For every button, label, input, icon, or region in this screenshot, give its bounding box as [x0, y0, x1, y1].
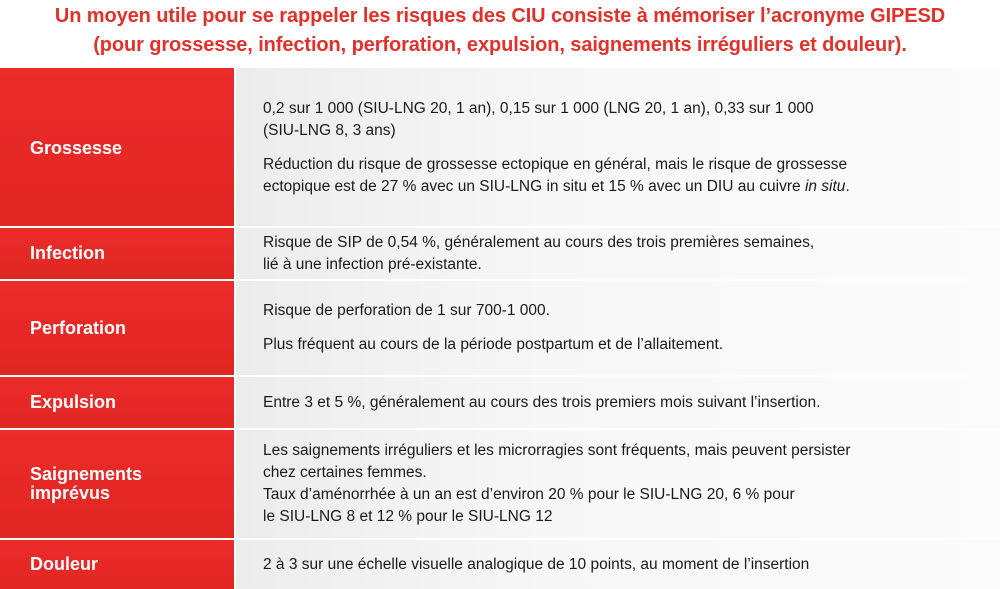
row-label-line: Saignements [30, 464, 143, 484]
content-line: 2 à 3 sur une échelle visuelle analogique de 10 points, au moment de l’insertion [263, 555, 810, 573]
table-row-grossesse [0, 68, 1000, 228]
row-label-line: imprévus [30, 483, 111, 503]
content-line: lié à une infection pré-existante. [263, 255, 482, 273]
content-line: Réduction du risque de grossesse ectopique en général, mais le risque de grossesse [263, 156, 848, 173]
table-row-expulsion [0, 375, 1000, 428]
content-line: Taux d’aménorrhée à un an est d’environ 20 % pour le SIU-LNG 20, 6 % pour [263, 486, 795, 503]
row-label-grossesse: Grossesse [0, 68, 234, 228]
content-line: Risque de SIP de 0,54 %, généralement au cours des trois premières semaines, [263, 233, 815, 251]
row-label-infection: Infection [0, 228, 234, 279]
row-content-expulsion [236, 377, 1000, 428]
content-line: chez certaines femmes. [263, 464, 427, 481]
content-line: Plus fréquent au cours de la période postpartum et de l’allaitement. [263, 336, 724, 353]
table-row-infection [0, 226, 1000, 279]
risk-table [0, 68, 1000, 589]
content-line: Les saignements irréguliers et les microrragies sont fréquents, mais peuvent persister [263, 442, 851, 459]
row-content-saignements [236, 430, 1000, 538]
table-row-douleur [0, 538, 1000, 589]
page-title [0, 2, 1000, 60]
row-content-infection [236, 228, 1000, 279]
title-line-2: (pour grossesse, infection, perforation, expulsion, saignements irréguliers et douleur). [93, 34, 907, 56]
row-label-douleur: Douleur [0, 540, 234, 589]
content-line: 0,2 sur 1 000 (SIU-LNG 20, 1 an), 0,15 sur 1 000 (LNG 20, 1 an), 0,33 sur 1 000 [263, 100, 814, 117]
content-line: (SIU-LNG 8, 3 ans) [263, 122, 396, 139]
row-content-perforation [236, 281, 1000, 375]
content-line: le SIU-LNG 8 et 12 % pour le SIU-LNG 12 [263, 508, 553, 525]
content-line: Risque de perforation de 1 sur 700-1 000. [263, 302, 550, 319]
table-row-perforation [0, 279, 1000, 375]
row-label-expulsion: Expulsion [0, 377, 234, 428]
content-line: Entre 3 et 5 %, généralement au cours des trois premiers mois suivant l’insertion. [263, 393, 821, 411]
title-line-1: Un moyen utile pour se rappeler les risques des CIU consiste à mémoriser l’acronyme GIPESD [54, 5, 946, 27]
row-label-saignements [0, 430, 234, 538]
row-content-grossesse [236, 68, 1000, 228]
table-row-saignements [0, 428, 1000, 538]
row-content-douleur [236, 540, 1000, 589]
content-line: ectopique est de 27 % avec un SIU-LNG in situ et 15 % avec un DIU au cuivre in situ. [263, 178, 850, 195]
row-label-perforation: Perforation [0, 281, 234, 375]
